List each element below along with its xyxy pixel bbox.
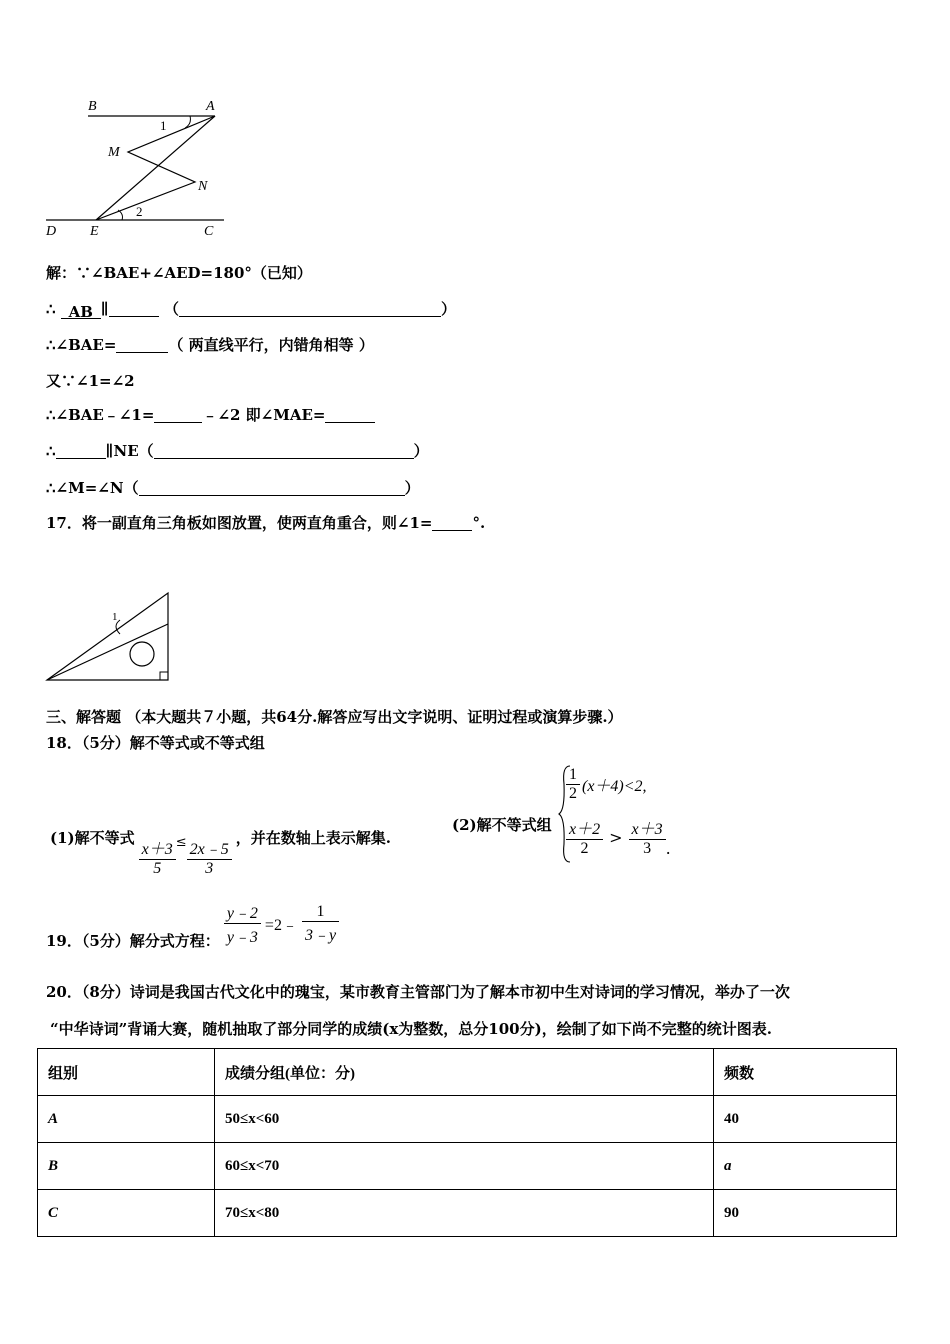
proof-line-6: ∴ ∥NE（ ） bbox=[46, 442, 429, 460]
label-b: B bbox=[88, 99, 97, 114]
cell-group: C bbox=[38, 1190, 215, 1237]
question-20-line-2: “中华诗词”背诵大赛，随机抽取了部分同学的成绩(x为整数，总分100分)，绘制了如下尚不完整的统计图表. bbox=[50, 1020, 772, 1038]
label-angle-1: 1 bbox=[112, 611, 118, 623]
cell-range: 60≤x<70 bbox=[215, 1143, 714, 1190]
score-table bbox=[37, 1048, 897, 1237]
blank-1 bbox=[109, 301, 159, 317]
label-n: N bbox=[198, 179, 208, 194]
label-angle-2: 2 bbox=[136, 204, 143, 219]
table-header-row bbox=[38, 1049, 897, 1096]
line-ae bbox=[96, 116, 215, 220]
parallel-lines-figure bbox=[40, 92, 240, 242]
cell-frequency: a bbox=[714, 1143, 897, 1190]
fraction-q19-2: $\frac{1}{3﹣y}$ bbox=[302, 903, 339, 945]
blank-q17 bbox=[432, 515, 472, 531]
blank-reason-2 bbox=[154, 443, 414, 459]
fraction-3: $\frac{x+2}{2}$ bbox=[566, 816, 603, 858]
question-18-title: 18．（5分）解不等式或不等式组 bbox=[46, 734, 265, 752]
question-18-part-1: (1)解不等式 $\frac{x+3}{5}$ ≤ $\frac{2x﹣5}{3}$ ，并在数轴上表示解集. bbox=[50, 828, 391, 877]
blank-2 bbox=[116, 337, 168, 353]
table-row bbox=[38, 1190, 897, 1237]
label-e: E bbox=[90, 224, 99, 239]
blank-reason-3 bbox=[139, 480, 405, 496]
proof-line-2: ∴ AB ∥ （ ） bbox=[46, 300, 456, 321]
proof-line-5: ∴∠BAE﹣∠1= ﹣∠2 即∠MAE= bbox=[46, 404, 375, 425]
large-triangle bbox=[47, 593, 168, 680]
question-17: 17．将一副直角三角板如图放置，使两直角重合，则∠1= °. bbox=[46, 514, 486, 532]
header-frequency: 频数 bbox=[714, 1049, 897, 1096]
cell-range: 70≤x<80 bbox=[215, 1190, 714, 1237]
cell-group: B bbox=[38, 1143, 215, 1190]
triangle-hole bbox=[130, 642, 154, 666]
proof-line-3: ∴∠BAE= （ 两直线平行，内错角相等 ） bbox=[46, 336, 374, 354]
table-row bbox=[38, 1096, 897, 1143]
label-c: C bbox=[204, 224, 214, 239]
blank-3 bbox=[154, 407, 202, 423]
fraction-half: $\frac{1}{2}$ bbox=[566, 766, 580, 803]
fraction-2: $\frac{2x﹣5}{3}$ bbox=[187, 836, 232, 878]
table-row bbox=[38, 1143, 897, 1190]
label-m: M bbox=[108, 145, 120, 160]
blank-reason-1 bbox=[179, 301, 441, 317]
system-line-1: $\frac{1}{2}$ (x＋4)<2, bbox=[566, 766, 647, 803]
label-a: A bbox=[206, 99, 215, 114]
proof-line-1: 解：∵∠BAE+∠AED=180°（已知） bbox=[46, 264, 312, 282]
triangle-figure bbox=[44, 590, 174, 685]
label-d: D bbox=[46, 224, 57, 239]
proof-line-4: 又∵∠1=∠2 bbox=[46, 372, 135, 390]
header-score-range: 成绩分组(单位：分) bbox=[215, 1049, 714, 1096]
small-triangle-side bbox=[47, 624, 168, 680]
blank-5 bbox=[56, 443, 106, 459]
cell-frequency: 40 bbox=[714, 1096, 897, 1143]
question-20-line-1: 20．（8分）诗词是我国古代文化中的瑰宝，某市教育主管部门为了解本市初中生对诗词的学习情况，举办了一次 bbox=[46, 983, 790, 1001]
proof-line-7: ∴∠M=∠N（ ） bbox=[46, 479, 420, 497]
system-line-2: $\frac{x+2}{2}$ > $\frac{x+3}{3}$ . bbox=[566, 816, 671, 858]
label-angle-1: 1 bbox=[160, 118, 167, 133]
cell-group: A bbox=[38, 1096, 215, 1143]
cell-frequency: 90 bbox=[714, 1190, 897, 1237]
question-19: 19．（5分）解分式方程： $\frac{y﹣2}{y﹣3}$ =2﹣ $\frac{1}{3﹣y}$ bbox=[46, 896, 339, 951]
blank-4 bbox=[325, 407, 375, 423]
fraction-1: $\frac{x+3}{5}$ bbox=[139, 836, 176, 878]
right-angle-mark bbox=[160, 672, 168, 680]
fraction-q19-1: $\frac{y﹣2}{y﹣3}$ bbox=[224, 900, 261, 947]
header-group: 组别 bbox=[38, 1049, 215, 1096]
section-3-heading: 三、解答题 （本大题共７小题，共64分.解答应写出文字说明、证明过程或演算步骤.） bbox=[46, 708, 623, 726]
fraction-4: $\frac{x+3}{3}$ bbox=[629, 816, 666, 858]
cell-range: 50≤x<60 bbox=[215, 1096, 714, 1143]
blank-ab: AB bbox=[61, 303, 101, 319]
question-18-part-2-label: (2)解不等式组 bbox=[452, 816, 552, 834]
